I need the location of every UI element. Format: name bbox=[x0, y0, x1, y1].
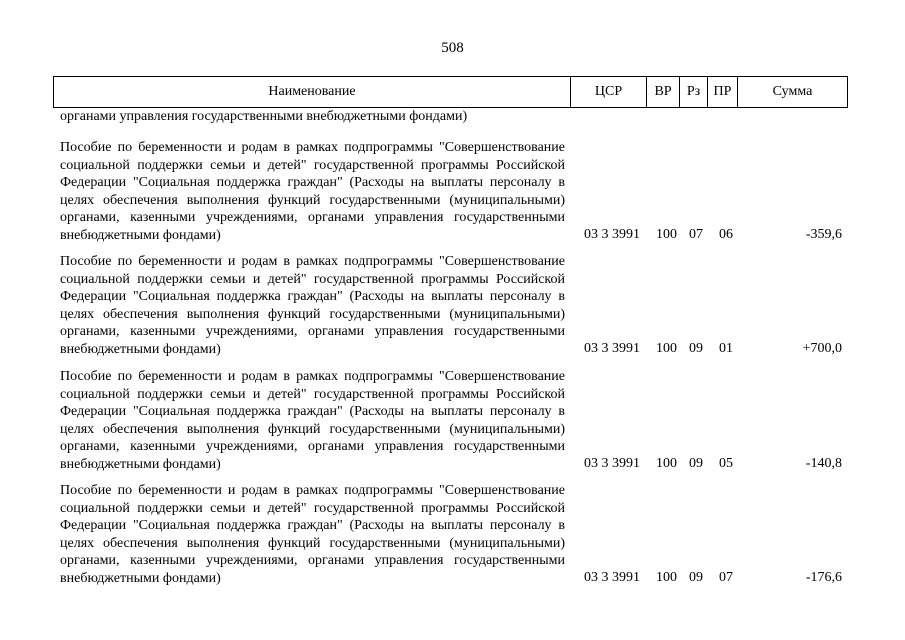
row-vr: 100 bbox=[656, 227, 677, 242]
row-rz: 07 bbox=[689, 227, 703, 242]
table-header bbox=[53, 76, 848, 108]
row-rz: 09 bbox=[689, 456, 703, 471]
row-rz: 09 bbox=[689, 341, 703, 356]
row-sum: +700,0 bbox=[802, 341, 842, 356]
header-rz: Рз bbox=[680, 77, 708, 107]
row-vr: 100 bbox=[656, 570, 677, 585]
row-sum: -176,6 bbox=[805, 570, 842, 585]
header-name: Наименование bbox=[54, 77, 571, 107]
row-rz: 09 bbox=[689, 570, 703, 585]
row-vr: 100 bbox=[656, 456, 677, 471]
header-sum: Сумма bbox=[772, 84, 813, 99]
row-csr: 03 3 3991 bbox=[584, 456, 640, 471]
row-pr: 05 bbox=[719, 456, 733, 471]
row-csr: 03 3 3991 bbox=[584, 341, 640, 356]
header-pr: ПР bbox=[708, 77, 738, 107]
continuation-text: органами управления государственными внебюджетными фондами) bbox=[60, 109, 468, 124]
row-name: Пособие по беременности и родам в рамках подпрограммы "Совершенствование социальной поддержки семьи и детей" государственной программы Российской Федерации "Социальная поддержка граждан" (Расходы на выплаты персоналу в целях обеспечения выполнения функций государственными (муниципальными) органами, казенными учреждениями, органами управления государственными внебюджетными фондами) bbox=[60, 369, 565, 472]
row-pr: 01 bbox=[719, 341, 733, 356]
header-vr: ВР bbox=[647, 77, 680, 107]
row-name: Пособие по беременности и родам в рамках подпрограммы "Совершенствование социальной поддержки семьи и детей" государственной программы Российской Федерации "Социальная поддержка граждан" (Расходы на выплаты персоналу в целях обеспечения выполнения функций государственными (муниципальными) органами, казенными учреждениями, органами управления государственными внебюджетными фондами) bbox=[60, 140, 565, 243]
header-csr: ЦСР bbox=[571, 77, 647, 107]
row-csr: 03 3 3991 bbox=[584, 570, 640, 585]
row-name: Пособие по беременности и родам в рамках подпрограммы "Совершенствование социальной поддержки семьи и детей" государственной программы Российской Федерации "Социальная поддержка граждан" (Расходы на выплаты персоналу в целях обеспечения выполнения функций государственными (муниципальными) органами, казенными учреждениями, органами управления государственными внебюджетными фондами) bbox=[60, 254, 565, 357]
row-sum: -140,8 bbox=[805, 456, 842, 471]
row-name: Пособие по беременности и родам в рамках подпрограммы "Совершенствование социальной поддержки семьи и детей" государственной программы Российской Федерации "Социальная поддержка граждан" (Расходы на выплаты персоналу в целях обеспечения выполнения функций государственными (муниципальными) органами, казенными учреждениями, органами управления государственными внебюджетными фондами) bbox=[60, 483, 565, 586]
row-pr: 07 bbox=[719, 570, 733, 585]
page-number: 508 bbox=[441, 40, 464, 56]
row-csr: 03 3 3991 bbox=[584, 227, 640, 242]
row-pr: 06 bbox=[719, 227, 733, 242]
row-vr: 100 bbox=[656, 341, 677, 356]
row-sum: -359,6 bbox=[805, 227, 842, 242]
